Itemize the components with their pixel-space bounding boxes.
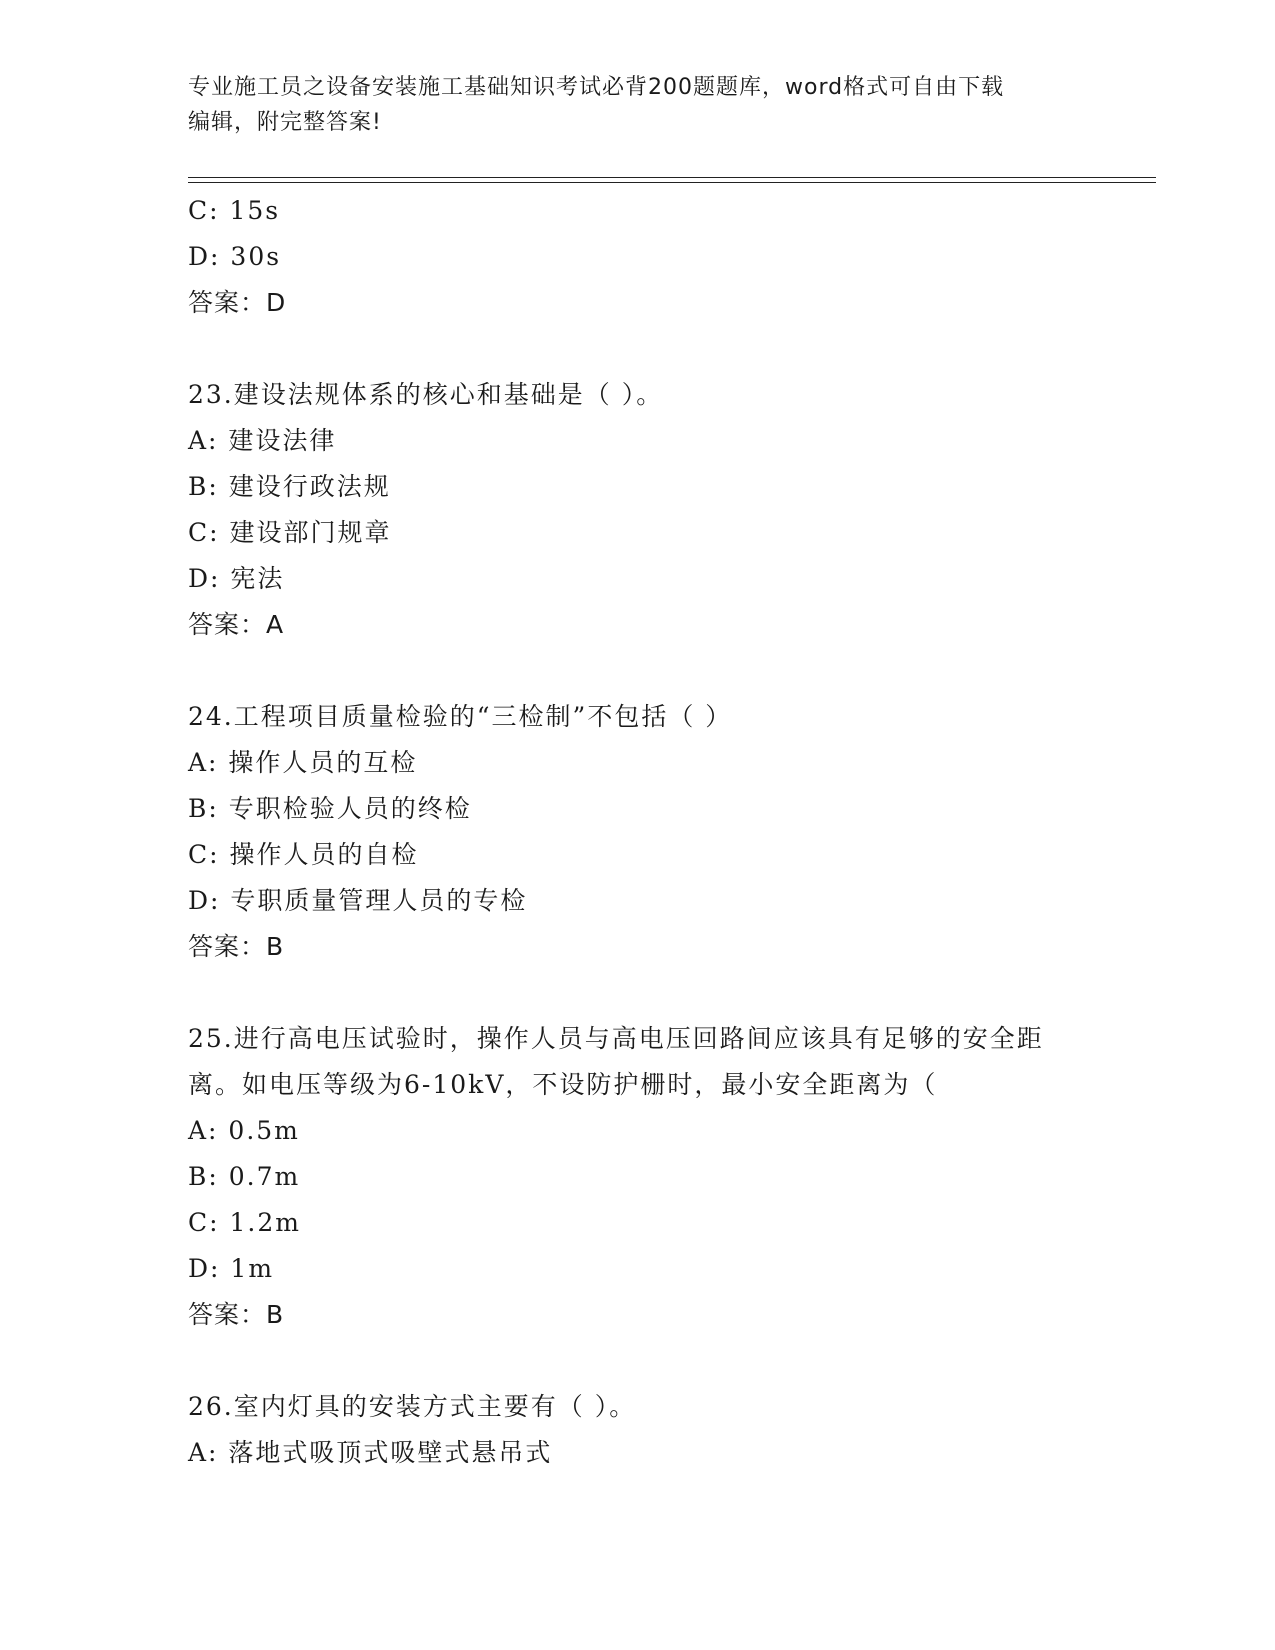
option-b: B: 建设行政法规	[188, 472, 391, 501]
option-b: B: 0.7m	[188, 1162, 301, 1191]
option-a: A: 建设法律	[188, 426, 337, 455]
option-a: A: 0.5m	[188, 1116, 300, 1145]
question-24	[188, 694, 1088, 970]
option-c: C: 建设部门规章	[188, 518, 392, 547]
question-text: 26.室内灯具的安装方式主要有（ ）。	[188, 1392, 637, 1421]
spacer	[188, 970, 1088, 1016]
option-a: A: 操作人员的互检	[188, 748, 418, 777]
option-d: D: 宪法	[188, 564, 285, 593]
option-c: C: 1.2m	[188, 1208, 301, 1237]
question-26	[188, 1384, 1088, 1476]
header-divider-top	[188, 177, 1156, 178]
option-d: D: 专职质量管理人员的专检	[188, 886, 528, 915]
question-text: 25.进行高电压试验时，操作人员与高电压回路间应该具有足够的安全距离。如电压等级为6-10kV，不设防护栅时，最小安全距离为（	[188, 1024, 1044, 1099]
question-22-tail	[188, 188, 1088, 326]
spacer	[188, 326, 1088, 372]
option-c: C: 15s	[188, 196, 281, 225]
spacer	[188, 1338, 1088, 1384]
answer: 答案：B	[188, 1300, 285, 1329]
option-b: B: 专职检验人员的终检	[188, 794, 472, 823]
option-d: D: 30s	[188, 242, 282, 271]
question-23	[188, 372, 1088, 648]
question-text: 24.工程项目质量检验的“三检制”不包括（ ）	[188, 702, 733, 731]
header-divider-bottom	[188, 182, 1156, 183]
header-line-1: 专业施工员之设备安装施工基础知识考试必背200题题库，word格式可自由下载	[188, 75, 1005, 100]
answer: 答案：B	[188, 932, 285, 961]
document-body	[188, 188, 1088, 1476]
option-c: C: 操作人员的自检	[188, 840, 419, 869]
option-a: A: 落地式吸顶式吸壁式悬吊式	[188, 1438, 553, 1467]
spacer	[188, 648, 1088, 694]
question-25	[188, 1016, 1088, 1338]
option-d: D: 1m	[188, 1254, 275, 1283]
answer: 答案：D	[188, 288, 287, 317]
question-text: 23.建设法规体系的核心和基础是（ ）。	[188, 380, 664, 409]
answer: 答案：A	[188, 610, 285, 639]
document-header	[188, 70, 1088, 140]
header-line-2: 编辑，附完整答案!	[188, 110, 382, 135]
